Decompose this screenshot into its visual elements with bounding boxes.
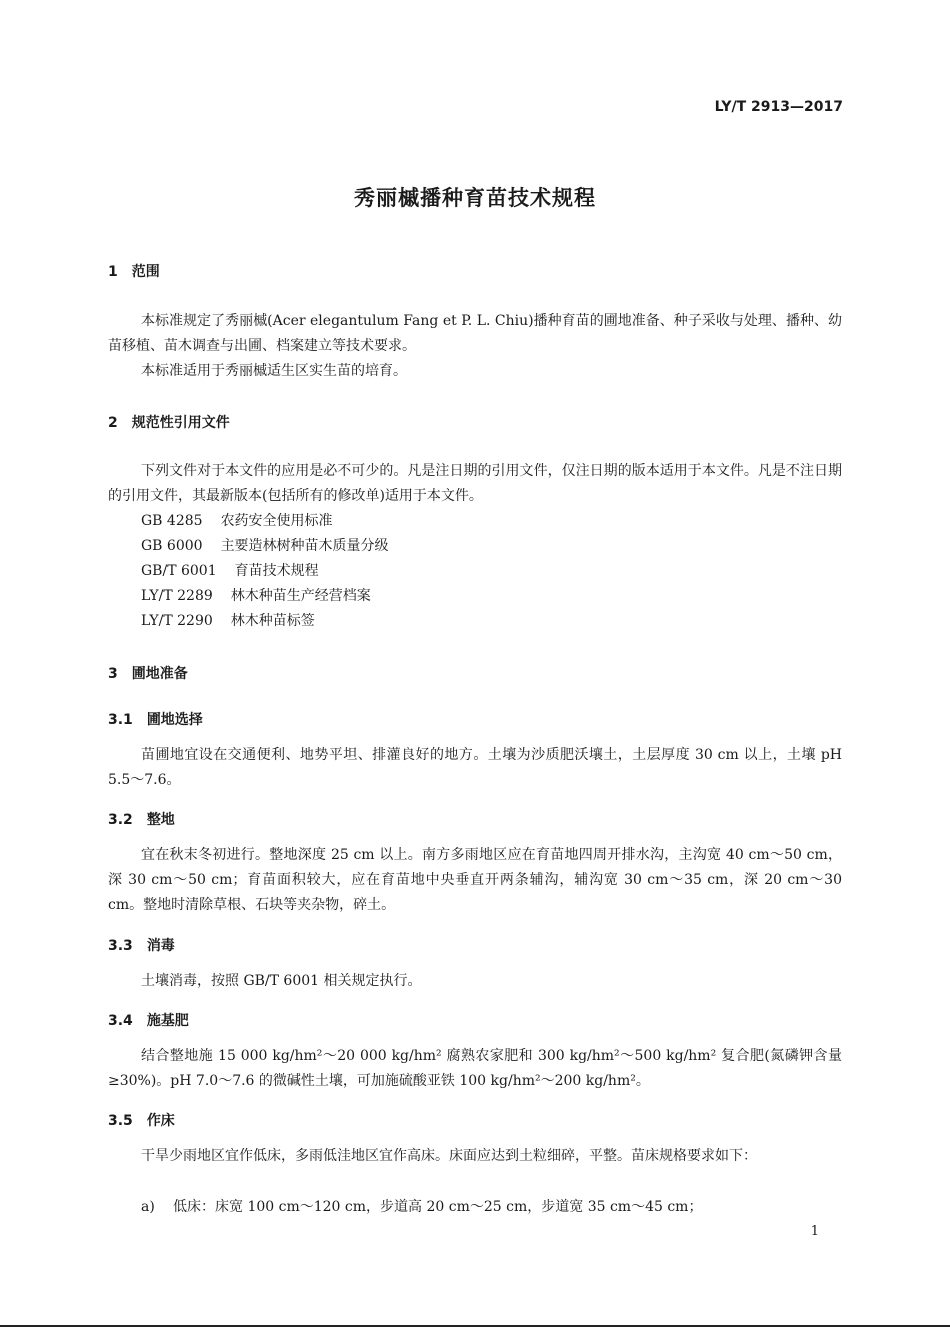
- subsection-title: 施基肥: [146, 1013, 189, 1029]
- list-item: [141, 1195, 702, 1220]
- page-bottom-rule: [0, 1325, 950, 1327]
- list-marker: a): [141, 1199, 155, 1215]
- subsection-3-2-heading: [108, 809, 175, 829]
- subsection-3-1-heading: [108, 709, 203, 729]
- reference-item: [141, 609, 389, 634]
- subsection-number: 3.1: [108, 712, 133, 728]
- subsection-3-4-text: 结合整地施 15 000 kg/hm²～20 000 kg/hm² 腐熟农家肥和 300 kg/hm²～500 kg/hm² 复合肥(氮磷钾含量≥30%)。pH 7.0～7.6 的微碱性土壤，可加施硫酸亚铁 100 kg/hm²～200 kg/hm²。: [108, 1048, 842, 1089]
- reference-name: 育苗技术规程: [234, 563, 319, 579]
- section-title: 圃地准备: [131, 666, 188, 682]
- subsection-title: 整地: [146, 812, 175, 828]
- reference-name: 林木种苗生产经营档案: [230, 588, 371, 604]
- reference-name: 农药安全使用标准: [220, 513, 333, 529]
- reference-item: [141, 584, 389, 609]
- subsection-number: 3.3: [108, 938, 133, 954]
- reference-code: GB 6000: [141, 538, 203, 554]
- section-1-paragraph-1: 本标准规定了秀丽槭(Acer elegantulum Fang et P. L. Chiu)播种育苗的圃地准备、种子采收与处理、播种、幼苗移植、苗木调查与出圃、档案建立等技术要求。: [108, 313, 842, 354]
- subsection-number: 3.2: [108, 812, 133, 828]
- document-title: 秀丽槭播种育苗技术规程: [354, 186, 596, 210]
- subsection-3-1-text: 苗圃地宜设在交通便利、地势平坦、排灌良好的地方。土壤为沙质肥沃壤土，土层厚度 30 cm 以上，土壤 pH 5.5～7.6。: [108, 747, 842, 788]
- subsection-3-5-heading: [108, 1110, 175, 1130]
- subsection-number: 3.4: [108, 1013, 133, 1029]
- section-3-heading: [108, 663, 188, 683]
- reference-item: [141, 509, 389, 534]
- section-title: 范围: [131, 264, 160, 280]
- subsection-title: 作床: [146, 1113, 175, 1129]
- subsection-3-4-heading: [108, 1010, 189, 1030]
- subsection-title: 圃地选择: [146, 712, 203, 728]
- reference-item: [141, 534, 389, 559]
- subsection-title: 消毒: [146, 938, 175, 954]
- subsection-3-5-text: 干旱少雨地区宜作低床，多雨低洼地区宜作高床。床面应达到土粒细碎，平整。苗床规格要求如下：: [141, 1148, 757, 1164]
- subsection-3-3-text: 土壤消毒，按照 GB/T 6001 相关规定执行。: [141, 973, 422, 989]
- reference-code: LY/T 2289: [141, 588, 213, 604]
- page-number: 1: [810, 1224, 819, 1239]
- section-2-heading: [108, 412, 230, 432]
- standard-code: LY/T 2913—2017: [714, 99, 843, 115]
- section-2-paragraph-1: 下列文件对于本文件的应用是必不可少的。凡是注日期的引用文件，仅注日期的版本适用于本文件。凡是不注日期的引用文件，其最新版本(包括所有的修改单)适用于本文件。: [108, 463, 842, 504]
- normative-reference-list: [141, 509, 389, 634]
- section-title: 规范性引用文件: [131, 415, 230, 431]
- reference-name: 主要造林树种苗木质量分级: [220, 538, 389, 554]
- subsection-3-2-text: 宜在秋末冬初进行。整地深度 25 cm 以上。南方多雨地区应在育苗地四周开排水沟，主沟宽 40 cm～50 cm，深 30 cm～50 cm；育苗面积较大，应在育苗地中央垂直开两条辅沟，辅沟宽 30 cm～35 cm，深 20 cm～30 cm。整地时清除草根、石块等夹杂物，碎土。: [108, 847, 842, 913]
- section-number: 2: [108, 415, 118, 431]
- reference-code: GB 4285: [141, 513, 203, 529]
- section-number: 3: [108, 666, 118, 682]
- subsection-number: 3.5: [108, 1113, 133, 1129]
- subsection-3-3-heading: [108, 935, 175, 955]
- reference-name: 林木种苗标签: [230, 613, 315, 629]
- list-item-text: 低床：床宽 100 cm～120 cm，步道高 20 cm～25 cm，步道宽 35 cm～45 cm；: [173, 1199, 703, 1215]
- reference-item: [141, 559, 389, 584]
- section-1-paragraph-2: 本标准适用于秀丽槭适生区实生苗的培育。: [141, 363, 407, 379]
- reference-code: GB/T 6001: [141, 563, 217, 579]
- section-number: 1: [108, 264, 118, 280]
- reference-code: LY/T 2290: [141, 613, 213, 629]
- section-1-heading: [108, 261, 160, 281]
